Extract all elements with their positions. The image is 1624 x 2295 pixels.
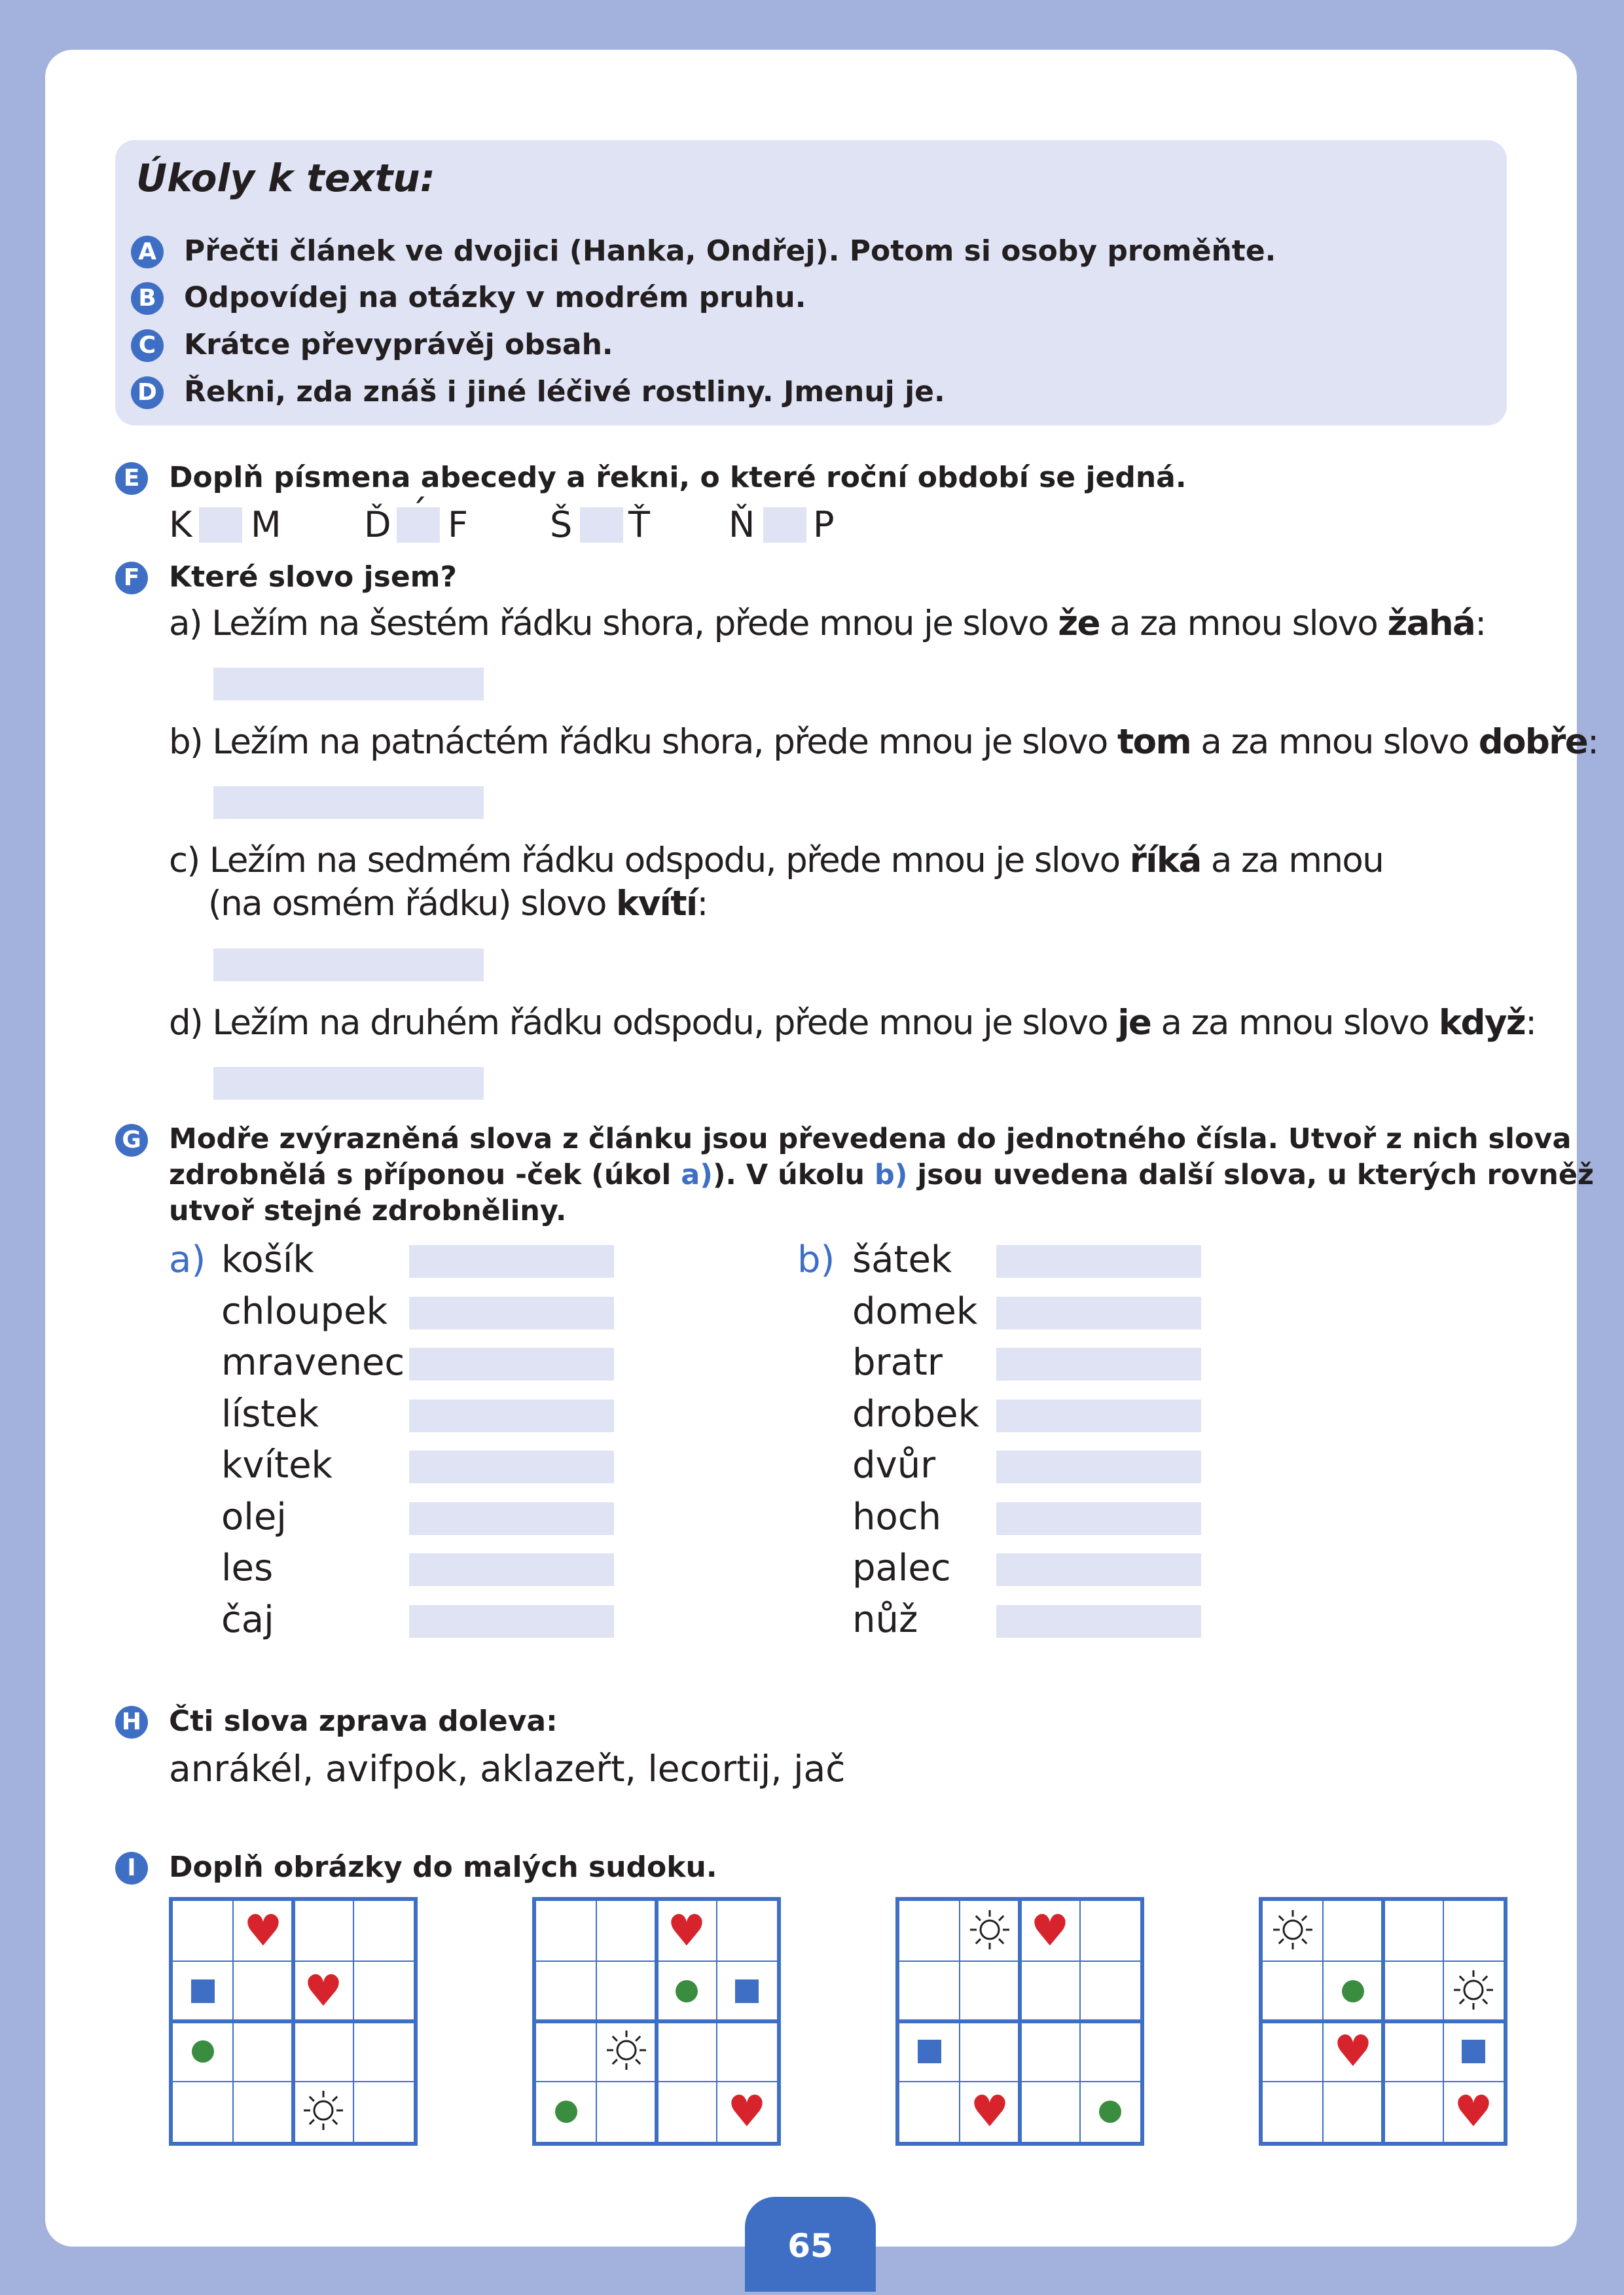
word-item: nůž [852,1598,918,1641]
column-a-label: a) [169,1238,206,1281]
diminutive-answer-field[interactable] [409,1502,614,1535]
sudoku-empty-cell[interactable] [173,2082,233,2142]
green-dot-icon [676,1980,698,2002]
letter: P [813,504,835,545]
badge-b: B [131,282,164,315]
clue-b: b) Ležím na patnáctém řádku shora, přede mnou je slovo tom a za mnou slovo dobře: [169,722,1598,762]
exercise-g-line3: utvoř stejné zdrobněliny. [169,1195,567,1227]
sudoku-empty-cell[interactable] [596,2082,657,2142]
green-dot-icon [1342,1980,1364,2002]
sudoku-empty-cell[interactable] [657,2021,717,2082]
blue-square-icon [918,2040,941,2063]
task-c-text: Krátce převyprávěj obsah. [184,328,613,361]
exercise-e-instruction: Doplň písmena abecedy a řekni, o které roční období se jedná. [169,461,1187,494]
sudoku-empty-cell[interactable] [899,1961,960,2021]
word-item: mravenec [221,1341,405,1384]
sudoku-cell [717,2082,777,2142]
sun-icon [302,2089,345,2135]
sudoku-empty-cell[interactable] [353,2082,414,2142]
sudoku-cell [173,2021,233,2082]
exercise-h-instruction: Čti slova zprava doleva: [169,1705,558,1738]
letter: K [169,504,192,545]
letter: Ť [628,504,650,545]
exercise-g-line2: zdrobnělá s příponou -ček (úkol a)). V úkolu b) jsou uvedena další slova, u kterých rovněž [169,1159,1595,1191]
word-item: dvůr [852,1444,936,1487]
letter-blank[interactable] [199,507,242,543]
word-item: šátek [852,1238,952,1281]
sudoku-cell [293,1961,353,2021]
word-item: kvítek [221,1444,333,1487]
clue-d: d) Ležím na druhém řádku odspodu, přede mnou je slovo je a za mnou slovo když: [169,1003,1536,1043]
letter-blank[interactable] [580,507,623,543]
sudoku-empty-cell[interactable] [1383,1901,1443,1961]
badge-g: G [115,1124,148,1157]
sudoku-empty-cell[interactable] [353,1901,414,1961]
sudoku-empty-cell[interactable] [353,2021,414,2082]
diminutive-answer-field[interactable] [409,1553,614,1586]
blue-square-icon [735,1979,759,2003]
sudoku-empty-cell[interactable] [233,2082,293,2142]
badge-i: I [115,1852,148,1885]
sudoku-empty-cell[interactable] [960,1961,1020,2021]
letter-blank[interactable] [763,507,806,543]
sudoku-empty-cell[interactable] [1020,2082,1080,2142]
exercise-g-line1: Modře zvýrazněná slova z článku jsou převedena do jednotného čísla. Utvoř z nich slova [169,1123,1572,1155]
diminutive-answer-field[interactable] [996,1400,1201,1432]
diminutive-answer-field[interactable] [996,1605,1201,1638]
sudoku-empty-cell[interactable] [536,1901,596,1961]
sudoku-cell [1323,1961,1383,2021]
reversed-words: anrákél, avifpok, aklazeřt, lecortij, jač [169,1748,846,1790]
task-b-text: Odpovídej na otázky v modrém pruhu. [184,281,806,314]
exercise-i-instruction: Doplň obrázky do malých sudoku. [169,1851,717,1884]
word-item: palec [852,1547,951,1589]
answer-field-c[interactable] [213,949,484,981]
sun-icon [605,2029,648,2074]
sudoku-empty-cell[interactable] [960,2021,1020,2082]
sudoku-empty-cell[interactable] [536,2021,596,2082]
sudoku-empty-cell[interactable] [1020,1961,1080,2021]
word-item: les [221,1547,274,1589]
word-item: hoch [852,1495,942,1538]
diminutive-answer-field[interactable] [409,1245,614,1278]
sudoku-cell [293,2082,353,2142]
sun-icon [1452,1968,1495,2014]
sudoku-cell [233,1901,293,1961]
accent-mark: ´ [410,492,427,533]
word-item: košík [221,1238,314,1281]
task-a-text: Přečti článek ve dvojici (Hanka, Ondřej). Potom si osoby proměňte. [184,234,1276,268]
heart-icon: ♥ [244,1906,283,1956]
letter: M [251,504,281,545]
page-number: 65 [745,2197,876,2292]
sudoku-empty-cell[interactable] [1080,1961,1140,2021]
diminutive-answer-field[interactable] [996,1502,1201,1535]
diminutive-answer-field[interactable] [996,1451,1201,1483]
sudoku-empty-cell[interactable] [899,1901,960,1961]
sun-icon [1271,1908,1314,1954]
sudoku-empty-cell[interactable] [1383,2082,1443,2142]
heart-icon: ♥ [1030,1906,1070,1956]
heart-icon: ♥ [1333,2026,1373,2076]
sudoku-cell [596,2021,657,2082]
sudoku-cell [960,2082,1020,2142]
clue-c: c) Ležím na sedmém řádku odspodu, přede mnou je slovo říká a za mnou [169,840,1384,880]
sudoku-empty-cell[interactable] [173,1901,233,1961]
sudoku-cell [960,1901,1020,1961]
sudoku-cell [1323,2021,1383,2082]
sudoku-empty-cell[interactable] [1443,1901,1504,1961]
heart-icon: ♥ [727,2086,767,2137]
sudoku-cell [899,2021,960,2082]
sudoku-empty-cell[interactable] [1383,2021,1443,2082]
badge-d: D [131,376,164,409]
sudoku-empty-cell[interactable] [717,1901,777,1961]
sudoku-empty-cell[interactable] [536,1961,596,2021]
sudoku-empty-cell[interactable] [293,2021,353,2082]
badge-h: H [115,1706,148,1739]
sun-icon [968,1908,1011,1954]
letter: Ň [729,504,755,545]
blue-square-icon [191,1979,215,2003]
green-dot-icon [555,2101,577,2123]
word-item: drobek [852,1392,980,1436]
word-item: olej [221,1495,287,1538]
column-b-label: b) [797,1238,835,1281]
green-dot-icon [192,2040,214,2063]
word-item: domek [852,1290,978,1333]
diminutive-answer-field[interactable] [996,1297,1201,1329]
heart-icon: ♥ [667,1906,706,1956]
answer-field-a[interactable] [213,668,484,700]
sudoku-empty-cell[interactable] [717,2021,777,2082]
sudoku-empty-cell[interactable] [596,1901,657,1961]
sudoku-cell [1443,2021,1504,2082]
sudoku-cell [1020,1901,1080,1961]
badge-f: F [115,562,148,594]
badge-e: E [115,462,148,495]
letter: F [448,504,469,545]
sudoku-empty-cell[interactable] [233,2021,293,2082]
exercise-f-instruction: Které slovo jsem? [169,560,458,594]
sudoku-cell [657,1961,717,2021]
sudoku-grid [1259,1897,1507,2146]
green-dot-icon [1099,2101,1121,2123]
sudoku-cell [1263,1901,1323,1961]
task-box-title: Úkoly k textu: [136,156,435,200]
heart-icon: ♥ [304,1966,343,2016]
sudoku-cell [1080,2082,1140,2142]
sudoku-grid [895,1897,1144,2146]
clue-a: a) Ležím na šestém řádku shora, přede mnou je slovo že a za mnou slovo žahá: [169,604,1486,643]
sudoku-cell [536,2082,596,2142]
sudoku-empty-cell[interactable] [1263,2021,1323,2082]
sudoku-cell [717,1961,777,2021]
diminutive-answer-field[interactable] [409,1297,614,1329]
blue-square-icon [1462,2040,1485,2063]
diminutive-answer-field[interactable] [996,1245,1201,1278]
sudoku-grid [169,1897,418,2146]
sudoku-empty-cell[interactable] [1020,2021,1080,2082]
heart-icon: ♥ [970,2086,1009,2137]
diminutive-answer-field[interactable] [409,1400,614,1432]
sudoku-empty-cell[interactable] [1080,2021,1140,2082]
answer-field-b[interactable] [213,786,484,819]
diminutive-answer-field[interactable] [409,1451,614,1483]
clue-c-line2: (na osmém řádku) slovo kvítí: [208,884,708,924]
badge-a: A [131,236,164,268]
sudoku-empty-cell[interactable] [293,1901,353,1961]
diminutive-answer-field[interactable] [409,1348,614,1381]
diminutive-answer-field[interactable] [996,1553,1201,1586]
task-d-text: Řekni, zda znáš i jiné léčivé rostliny. Jmenuj je. [184,375,945,408]
sudoku-cell [1443,2082,1504,2142]
diminutive-answer-field[interactable] [409,1605,614,1638]
sudoku-empty-cell[interactable] [233,1961,293,2021]
letter: Š [550,504,573,545]
word-item: čaj [221,1598,274,1641]
badge-c: C [131,329,164,362]
sudoku-grid [532,1897,781,2146]
sudoku-empty-cell[interactable] [1323,2082,1383,2142]
sudoku-cell [173,1961,233,2021]
sudoku-empty-cell[interactable] [353,1961,414,2021]
sudoku-empty-cell[interactable] [1323,1901,1383,1961]
diminutive-answer-field[interactable] [996,1348,1201,1381]
sudoku-empty-cell[interactable] [1080,1901,1140,1961]
sudoku-cell [657,1901,717,1961]
sudoku-empty-cell[interactable] [1383,1961,1443,2021]
sudoku-empty-cell[interactable] [596,1961,657,2021]
sudoku-cell [1443,1961,1504,2021]
answer-field-d[interactable] [213,1067,484,1100]
sudoku-empty-cell[interactable] [1263,1961,1323,2021]
word-item: bratr [852,1341,943,1384]
sudoku-empty-cell[interactable] [1263,2082,1323,2142]
sudoku-empty-cell[interactable] [657,2082,717,2142]
word-item: lístek [221,1392,319,1436]
heart-icon: ♥ [1454,2086,1493,2137]
sudoku-empty-cell[interactable] [899,2082,960,2142]
word-item: chloupek [221,1290,388,1333]
letter: Ď [364,504,391,545]
